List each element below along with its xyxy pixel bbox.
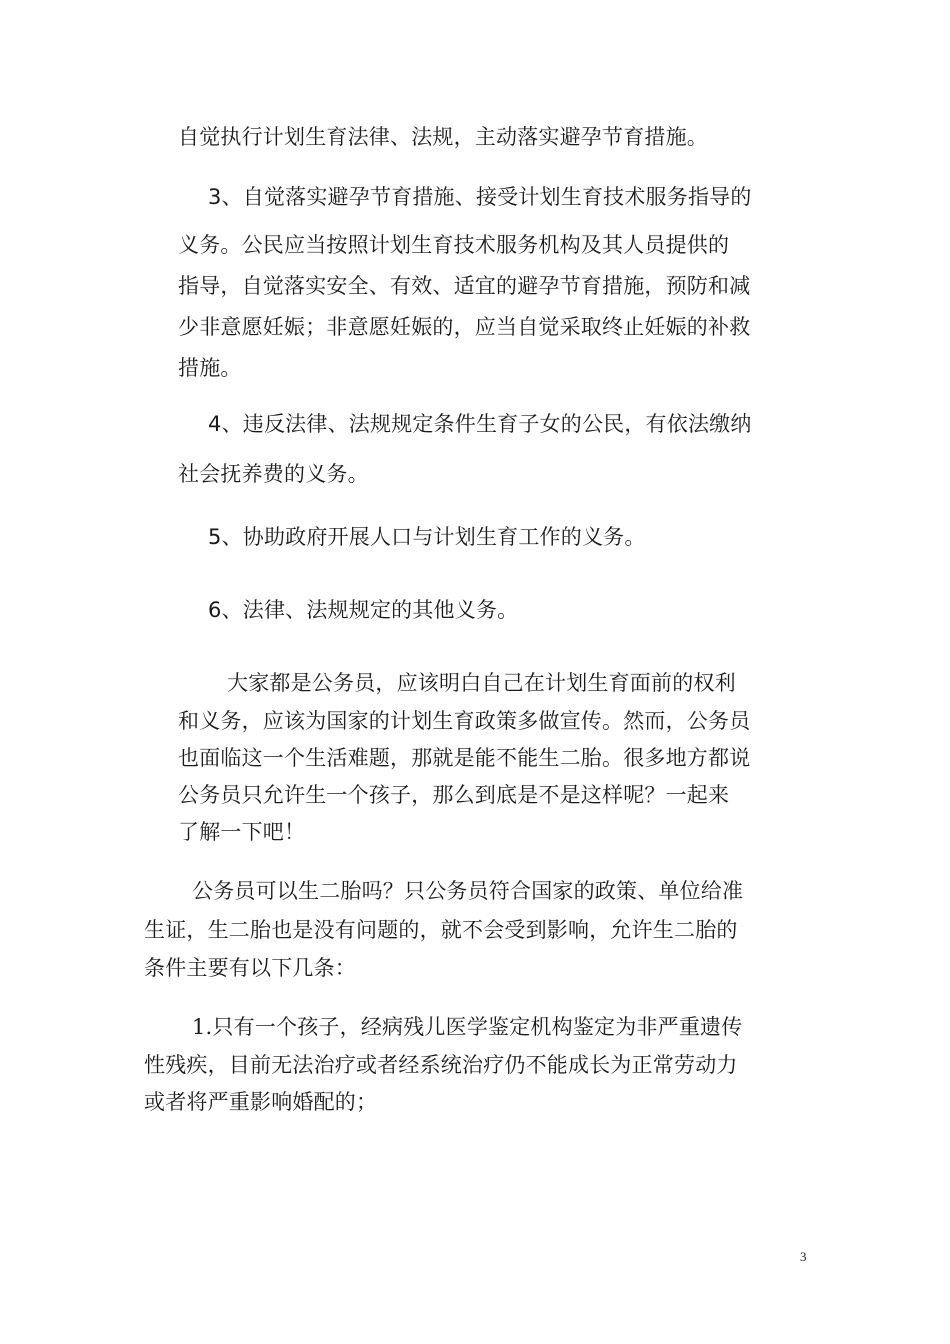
paragraph-line: 指导，自觉落实安全、有效、适宜的避孕节育措施，预防和减: [178, 274, 751, 298]
paragraph-line: 大家都是公务员，应该明白自己在计划生育面前的权利: [227, 671, 736, 695]
paragraph-line: 3、自觉落实避孕节育措施、接受计划生育技术服务指导的: [208, 185, 752, 209]
paragraph-line: 性残疾，目前无法治疗或者经系统治疗仍不能成长为正常劳动力: [144, 1053, 738, 1077]
page-number: 3: [800, 1249, 807, 1264]
paragraph-line: 公务员只允许生一个孩子，那么到底是不是这样呢？一起来: [178, 783, 730, 807]
paragraph-line: 自觉执行计划生育法律、法规，主动落实避孕节育措施。: [178, 125, 708, 149]
paragraph-line: 少非意愿妊娠；非意愿妊娠的，应当自觉采取终止妊娠的补救: [178, 315, 751, 339]
paragraph-line: 生证，生二胎也是没有问题的，就不会受到影响，允许生二胎的: [144, 918, 738, 942]
paragraph-line: 6、法律、法规规定的其他义务。: [208, 598, 519, 622]
paragraph-line: 1.只有一个孩子，经病残儿医学鉴定机构鉴定为非严重遗传: [192, 1015, 743, 1039]
paragraph-line: 公务员可以生二胎吗？只公务员符合国家的政策、单位给准: [192, 879, 744, 903]
paragraph-line: 和义务，应该为国家的计划生育政策多做宣传。然而，公务员: [178, 709, 751, 733]
paragraph-line: 5、协助政府开展人口与计划生育工作的义务。: [208, 525, 646, 549]
paragraph-line: 义务。公民应当按照计划生育技术服务机构及其人员提供的: [178, 233, 730, 257]
paragraph-line: 条件主要有以下几条：: [144, 956, 356, 980]
paragraph-line: 4、违反法律、法规规定条件生育子女的公民，有依法缴纳: [208, 412, 752, 436]
paragraph-line: 了解一下吧！: [178, 820, 306, 844]
paragraph-line: 措施。: [178, 356, 242, 380]
paragraph-line: 或者将严重影响婚配的；: [144, 1090, 378, 1114]
paragraph-line: 社会抚养费的义务。: [178, 462, 369, 486]
paragraph-line: 也面临这一个生活难题，那就是能不能生二胎。很多地方都说: [178, 746, 751, 770]
